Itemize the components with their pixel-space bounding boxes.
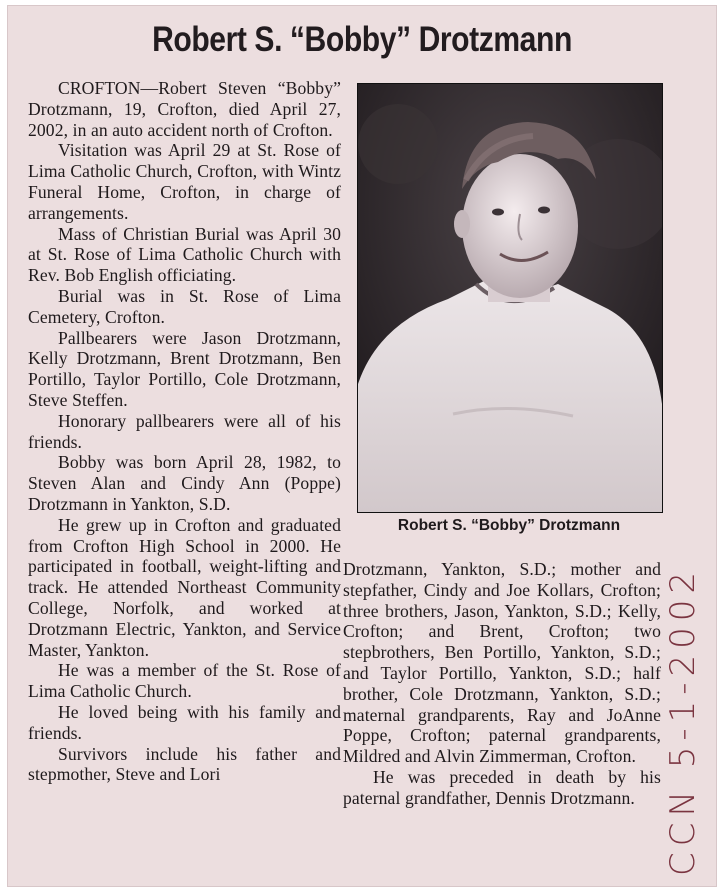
paragraph-family: He loved being with his family and friends. <box>28 701 341 743</box>
handwritten-note-text: CCN 5-1-2002 <box>663 565 703 877</box>
paragraph-birth: Bobby was born April 28, 1982, to Steven Alan and Cindy Ann (Poppe) Drotzmann in Yankton, S.D. <box>28 452 341 514</box>
paragraph-survivors-continued: Drotzmann, Yankton, S.D.; mother and stepfather, Cindy and Joe Kollars, Crofton; three brothers, Jason, Yankton, S.D.; Kelly, Crofton; and Brent, Crofton; two stepbrothers, Ben Portillo, Yankton, S.D.; and Taylor Portillo, Yankton, S.D.; half brother, Cole Drotzmann, Yankton, S.D.; maternal grandparents, Ray and JoAnne Poppe, Crofton; paternal grandparents, Mildred and Alvin Zimmerman, Crofton. <box>343 559 661 767</box>
paragraph-intro: CROFTON—Robert Steven “Bobby” Drotzmann, 19, Crofton, died April 27, 2002, in an auto accident north of Crofton. <box>28 78 341 140</box>
obituary-headline: Robert S. “Bobby” Drotzmann <box>152 20 572 59</box>
paragraph-honorary: Honorary pallbearers were all of his friends. <box>28 410 341 452</box>
paragraph-survivors: Survivors include his father and stepmother, Steve and Lori <box>28 743 341 785</box>
portrait-image <box>358 84 662 512</box>
paragraph-visitation: Visitation was April 29 at St. Rose of Lima Catholic Church, Crofton, with Wintz Funeral Home, Crofton, in charge of arrangements. <box>28 140 341 223</box>
paragraph-pallbearers: Pallbearers were Jason Drotzmann, Kelly Drotzmann, Brent Drotzmann, Ben Portillo, Taylor Portillo, Cole Drotzmann, Steve Steffen. <box>28 327 341 410</box>
right-column <box>343 559 661 809</box>
paragraph-preceded: He was preceded in death by his paternal grandfather, Dennis Drotzmann. <box>343 766 661 808</box>
paragraph-education: He grew up in Crofton and graduated from Crofton High School in 2000. He participated in football, weight-lifting and track. He attended Northeast Community College, Norfolk, and worked at Drotzmann Electric, Yankton, and Service Master, Yankton. <box>28 514 341 660</box>
paragraph-mass: Mass of Christian Burial was April 30 at St. Rose of Lima Catholic Church with Rev. Bob English officiating. <box>28 223 341 286</box>
handwritten-date-note <box>653 565 713 877</box>
obituary-clipping <box>8 6 716 886</box>
left-column <box>28 78 341 785</box>
photo-caption: Robert S. “Bobby” Drotzmann <box>397 517 621 534</box>
paragraph-church: He was a member of the St. Rose of Lima Catholic Church. <box>28 660 341 702</box>
portrait-photo <box>357 83 663 513</box>
paragraph-burial: Burial was in St. Rose of Lima Cemetery, Crofton. <box>28 285 341 327</box>
